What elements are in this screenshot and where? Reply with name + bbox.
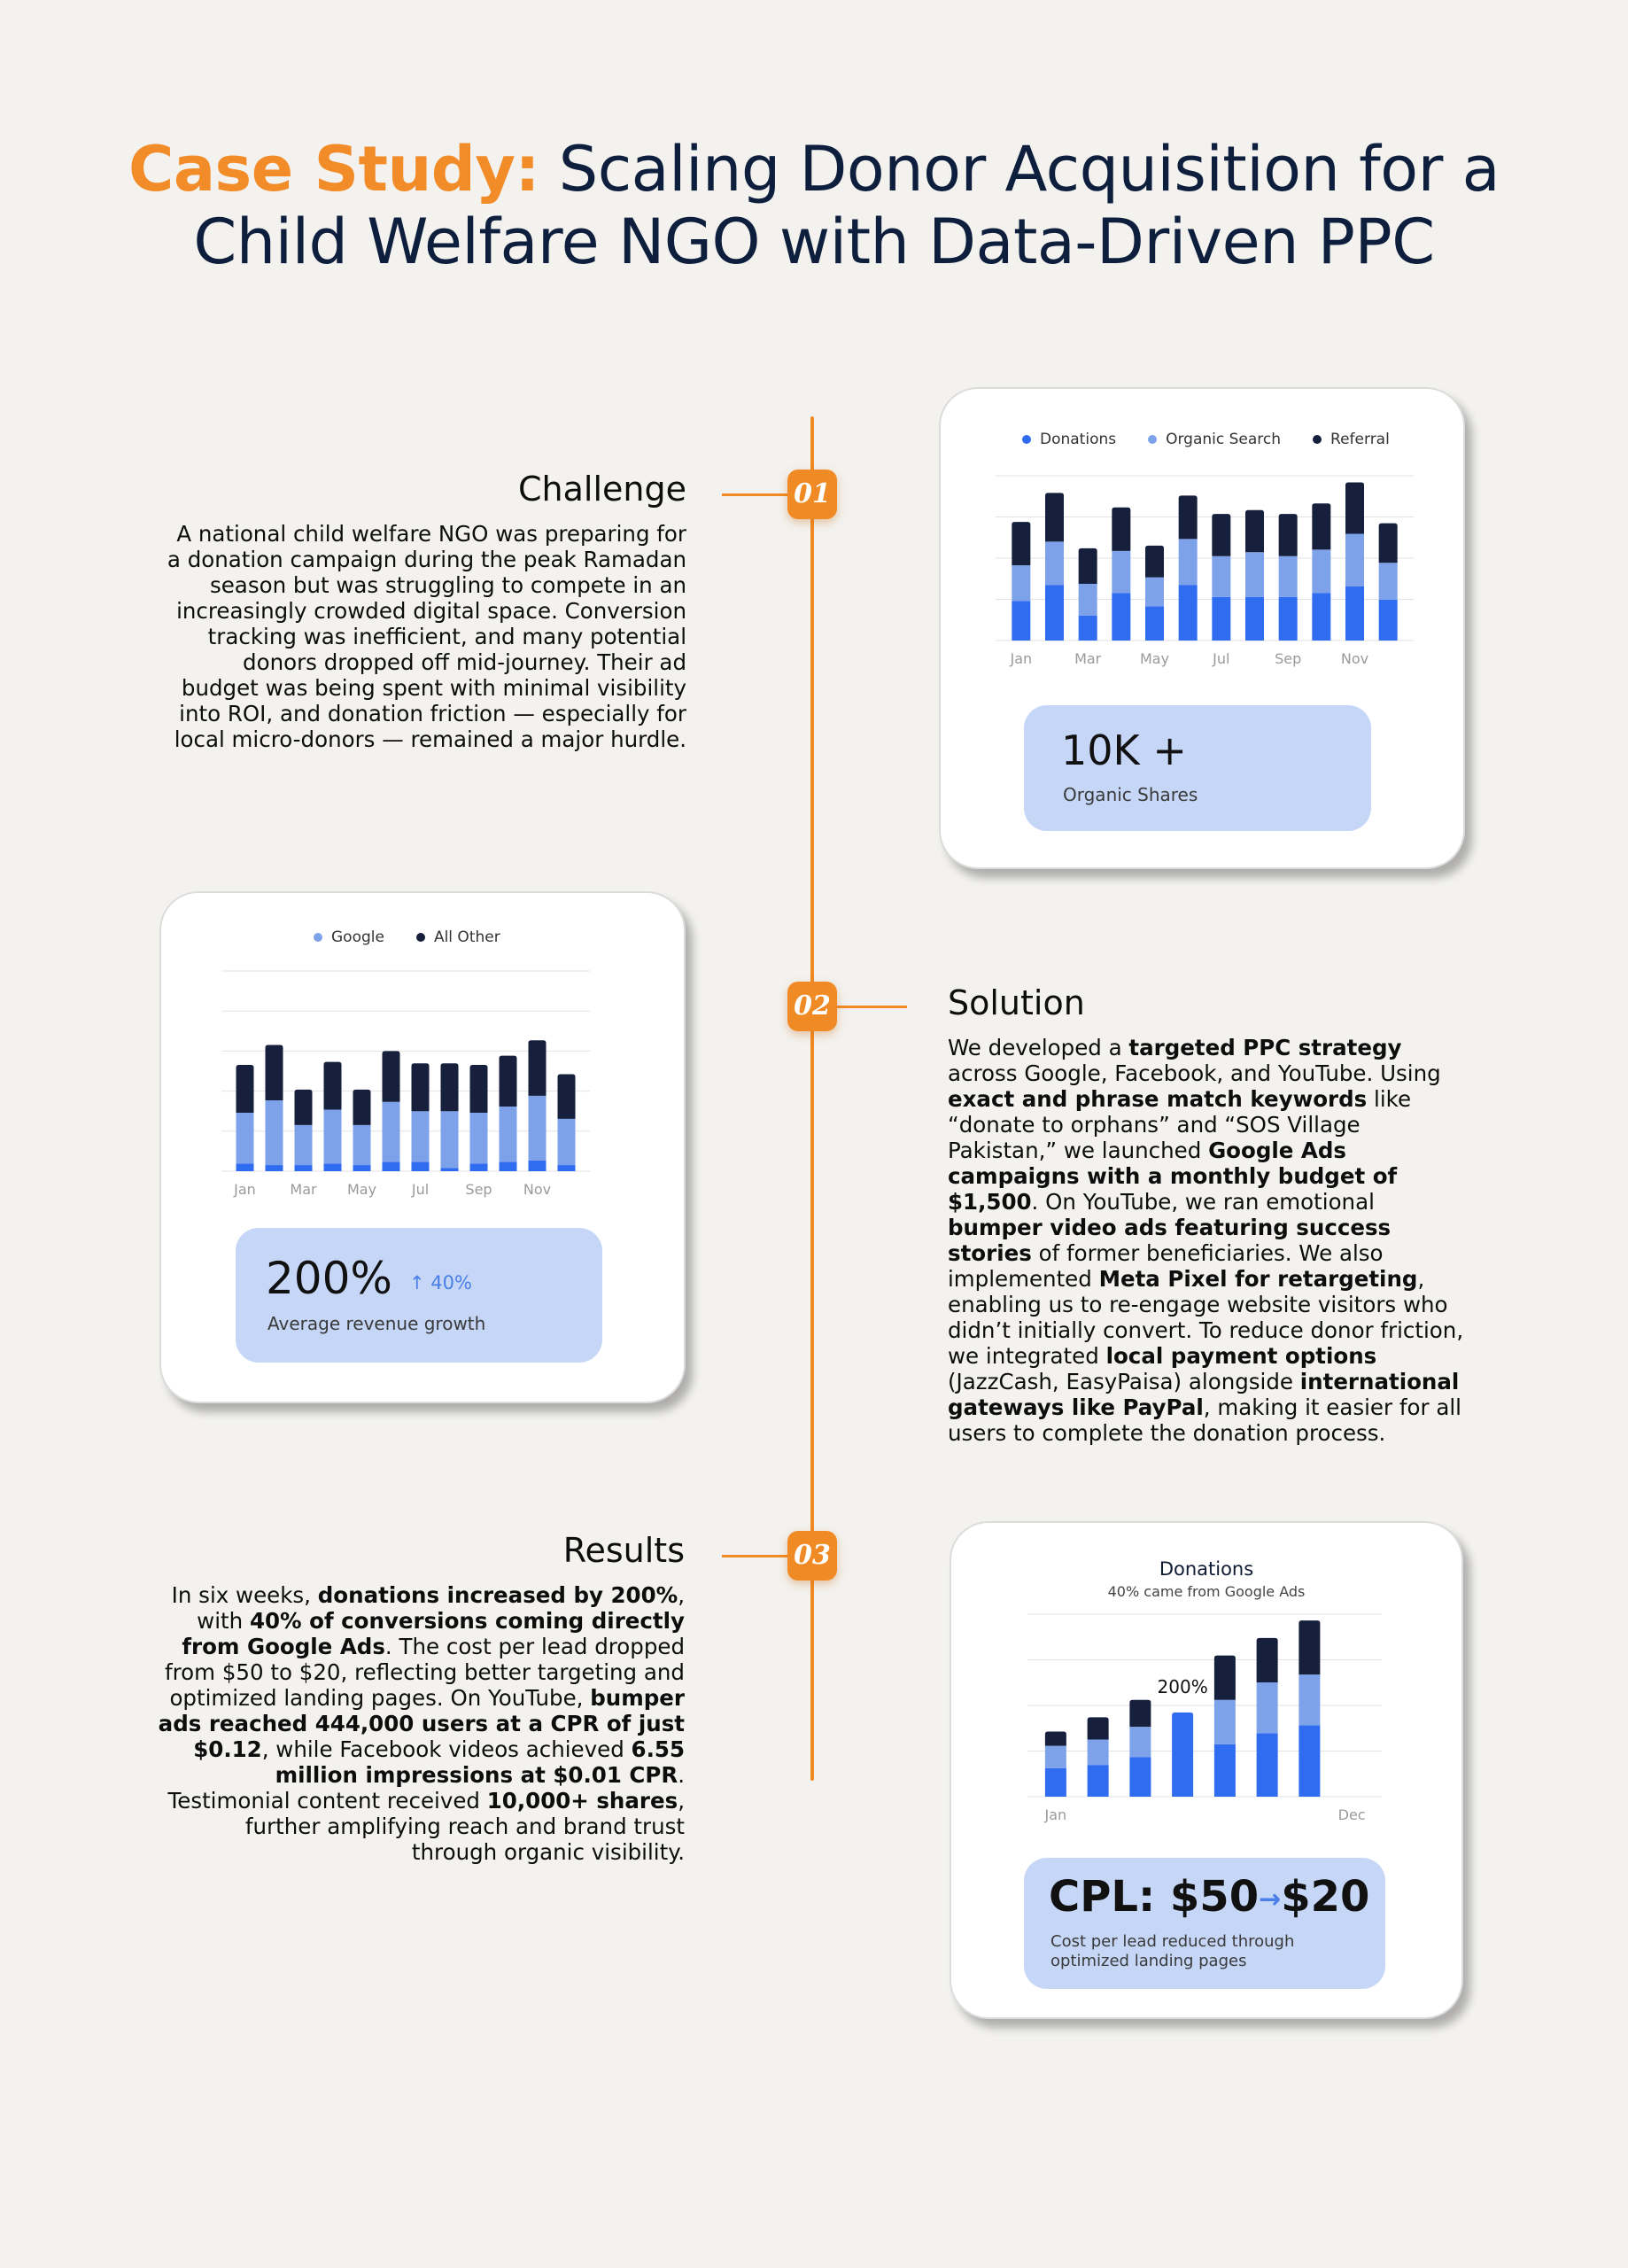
- legend-label: Donations: [1040, 431, 1117, 448]
- body-text: across Google, Facebook, and YouTube. Using: [948, 1060, 1441, 1086]
- chart1-legend: [1022, 431, 1390, 448]
- x-tick-label: Jan: [234, 1181, 256, 1198]
- solution-section: [948, 983, 1475, 1446]
- bar-segment: [1172, 1713, 1193, 1797]
- bar-segment: [1245, 597, 1264, 641]
- body-text: , making it easier for all users to complete the donation process.: [948, 1394, 1461, 1446]
- bar-segment: [1045, 1746, 1066, 1768]
- emphasis-text: international gateways like PayPal: [948, 1369, 1460, 1420]
- bar-segment: [1129, 1700, 1151, 1727]
- x-tick-label: Jan: [1010, 650, 1033, 667]
- bar-segment: [1045, 586, 1064, 641]
- bar-segment: [1112, 508, 1130, 551]
- bar-segment: [266, 1165, 283, 1171]
- bar-segment: [1088, 1717, 1109, 1739]
- bar-segment: [1079, 548, 1097, 584]
- bar-segment: [1012, 601, 1030, 641]
- bar-segment: [383, 1051, 400, 1101]
- bar-segment: [353, 1090, 371, 1125]
- revenue-growth-stat: [236, 1228, 602, 1363]
- bar-segment: [1345, 482, 1364, 533]
- page-title: [0, 133, 1628, 278]
- emphasis-text: 10,000+ shares: [486, 1788, 678, 1814]
- title-line1: Scaling Donor Acquisition for a: [539, 133, 1500, 206]
- bar-segment: [500, 1056, 517, 1107]
- bar-segment: [529, 1096, 547, 1161]
- body-text: . The cost per lead dropped from $50 to $20, reflecting better targeting and optimized landing pages. On YouTube,: [165, 1634, 685, 1711]
- stat-label: Organic Shares: [1063, 784, 1198, 805]
- bar-segment: [470, 1113, 488, 1163]
- x-tick-label: Nov: [1340, 650, 1369, 667]
- bar-segment: [1279, 597, 1298, 641]
- bar-segment: [353, 1165, 371, 1171]
- bar-segment: [1312, 503, 1330, 549]
- bar-segment: [470, 1163, 488, 1171]
- chart1-stacked-bars: [983, 469, 1426, 672]
- bar-segment: [412, 1162, 430, 1171]
- bar-segment: [1214, 1744, 1236, 1797]
- bar-segment: [558, 1165, 576, 1171]
- bar-segment: [441, 1169, 459, 1171]
- bar-segment: [1214, 1700, 1236, 1744]
- bar-segment: [1112, 593, 1130, 641]
- body-text: , while Facebook videos achieved: [261, 1736, 632, 1762]
- solution-title: Solution: [948, 983, 1085, 1022]
- body-text: , enabling us to re-engage website visitors who didn’t initially convert. To reduce donor friction, we integrated: [948, 1266, 1464, 1369]
- bar-segment: [558, 1119, 576, 1165]
- bar-segment: [1257, 1733, 1278, 1797]
- bar-segment: [1279, 514, 1298, 556]
- stat-delta: ↑ 40%: [409, 1272, 472, 1293]
- bar-segment: [1312, 593, 1330, 641]
- bar-segment: [1257, 1682, 1278, 1733]
- bar-segment: [324, 1109, 342, 1163]
- emphasis-text: bumper ads reached 444,000 users at a CPR of just $0.12: [158, 1685, 685, 1762]
- stat-value: 10K +: [1061, 726, 1187, 774]
- bar-annotation: 200%: [1157, 1676, 1208, 1698]
- body-text: . On YouTube, we ran emotional: [1031, 1189, 1375, 1215]
- bar-segment: [295, 1090, 313, 1125]
- bar-segment: [529, 1040, 547, 1096]
- chart2-stacked-bars: [205, 964, 631, 1203]
- legend-item-google: [314, 928, 384, 946]
- bar-segment: [1245, 510, 1264, 553]
- step-badge-03: 03: [787, 1531, 837, 1581]
- challenge-section: [159, 470, 686, 752]
- legend-label: All Other: [433, 928, 500, 946]
- bar-segment: [1145, 578, 1164, 607]
- bar-segment: [266, 1045, 283, 1100]
- bar-segment: [1045, 541, 1064, 585]
- bar-segment: [1179, 586, 1198, 641]
- body-text: (JazzCash, EasyPaisa) alongside: [948, 1369, 1300, 1394]
- legend-item-referral: [1313, 431, 1390, 448]
- solution-body: [948, 1035, 1475, 1446]
- chart2-legend: [314, 928, 500, 946]
- bar-segment: [1279, 556, 1298, 597]
- body-text: of former beneficiaries. We also implemented: [948, 1240, 1384, 1292]
- stat-label: [1050, 1932, 1294, 1971]
- bar-segment: [1045, 493, 1064, 541]
- legend-item-organic-search: [1148, 431, 1281, 448]
- bar-segment: [1088, 1765, 1109, 1797]
- bar-segment: [1129, 1727, 1151, 1757]
- bar-segment: [383, 1102, 400, 1162]
- bar-segment: [1129, 1757, 1151, 1797]
- bar-segment: [236, 1113, 254, 1163]
- emphasis-text: targeted PPC strategy: [1128, 1035, 1402, 1060]
- legend-label: Organic Search: [1166, 431, 1282, 448]
- bar-segment: [1088, 1740, 1109, 1766]
- emphasis-text: donations increased by 200%: [317, 1582, 678, 1608]
- revenue-growth-card: [159, 891, 686, 1403]
- bar-segment: [1245, 552, 1264, 597]
- bar-segment: [500, 1162, 517, 1171]
- legend-label: Referral: [1330, 431, 1390, 448]
- bar-segment: [266, 1100, 283, 1165]
- arrow-icon: →: [1259, 1884, 1282, 1915]
- x-tick-label: Jul: [1213, 650, 1230, 667]
- bar-segment: [1012, 565, 1030, 601]
- emphasis-text: Meta Pixel for retargeting: [1098, 1266, 1418, 1292]
- bar-segment: [1145, 606, 1164, 641]
- stat-label-line1: Cost per lead reduced through: [1050, 1932, 1295, 1951]
- x-tick-label: Mar: [290, 1181, 317, 1198]
- bar-segment: [1179, 539, 1198, 585]
- bar-segment: [1312, 549, 1330, 593]
- x-tick-label: Mar: [1074, 650, 1102, 667]
- bar-segment: [1212, 514, 1230, 556]
- bar-segment: [441, 1111, 459, 1168]
- chart3-stacked-bars: [1027, 1607, 1417, 1829]
- bar-segment: [1299, 1674, 1320, 1725]
- cpl-after: $20: [1281, 1872, 1370, 1922]
- bar-segment: [1299, 1620, 1320, 1674]
- bar-segment: [295, 1125, 313, 1165]
- legend-item-donations: [1022, 431, 1116, 448]
- body-text: , with: [197, 1582, 685, 1634]
- x-tick-label: Sep: [1275, 650, 1302, 667]
- bar-segment: [558, 1074, 576, 1118]
- bar-segment: [1379, 563, 1398, 600]
- bar-segment: [1212, 597, 1230, 641]
- bar-segment: [1212, 556, 1230, 597]
- bar-segment: [1045, 1732, 1066, 1746]
- traffic-sources-card: [939, 387, 1465, 869]
- bar-segment: [1379, 524, 1398, 563]
- bar-segment: [1345, 533, 1364, 586]
- step-badge-02: 02: [787, 982, 837, 1031]
- x-tick-label: Dec: [1337, 1806, 1366, 1823]
- legend-item-all-other: [416, 928, 500, 946]
- bar-segment: [236, 1163, 254, 1171]
- body-text: like “donate to orphans” and “SOS Village Pakistan,” we launched: [948, 1086, 1412, 1163]
- legend-label: Google: [331, 928, 384, 946]
- emphasis-text: 6.55 million impressions at $0.01 CPR: [275, 1736, 685, 1788]
- cpl-before: CPL: $50: [1049, 1872, 1260, 1922]
- bar-segment: [353, 1125, 371, 1165]
- emphasis-text: 40% of conversions coming directly from Google Ads: [182, 1608, 685, 1659]
- bar-segment: [412, 1063, 430, 1111]
- chart3-subtitle: 40% came from Google Ads: [1107, 1583, 1306, 1600]
- bar-segment: [529, 1161, 547, 1171]
- x-tick-label: Nov: [523, 1181, 552, 1198]
- results-section: [155, 1531, 685, 1865]
- results-body: [155, 1582, 685, 1865]
- bar-segment: [383, 1162, 400, 1171]
- bar-segment: [470, 1065, 488, 1113]
- x-tick-label: Sep: [465, 1181, 492, 1198]
- body-text: We developed a: [948, 1035, 1129, 1060]
- x-tick-label: May: [1139, 650, 1170, 667]
- stat-value: [1049, 1872, 1369, 1922]
- stat-value: 200%: [266, 1253, 392, 1304]
- chart3-title: Donations: [1159, 1558, 1254, 1580]
- bar-segment: [1079, 584, 1097, 616]
- title-line2: Child Welfare NGO with Data-Driven PPC: [193, 206, 1435, 278]
- emphasis-text: local payment options: [1105, 1343, 1377, 1369]
- title-highlight: Case Study:: [128, 133, 540, 206]
- challenge-body: A national child welfare NGO was preparing for a donation campaign during the peak Ramadan season but was struggling to compete in an increasingly crowded digital space. Conversion tracking was inefficient, and many potential donors dropped off mid-journey. Their ad budget was being spent with minimal visibility into ROI, and donation friction — especially for local micro-donors — remained a major hurdle.: [167, 521, 686, 752]
- bar-segment: [1179, 495, 1198, 539]
- cpl-stat: [1024, 1858, 1385, 1989]
- body-text: In six weeks,: [171, 1582, 318, 1608]
- emphasis-text: exact and phrase match keywords: [948, 1086, 1368, 1112]
- x-tick-label: Jul: [411, 1181, 430, 1198]
- results-title: Results: [562, 1531, 685, 1570]
- bar-segment: [1112, 551, 1130, 594]
- bar-segment: [1299, 1725, 1320, 1797]
- x-tick-label: May: [346, 1181, 377, 1198]
- bar-segment: [324, 1062, 342, 1110]
- emphasis-text: Google Ads campaigns with a monthly budget of $1,500: [948, 1138, 1398, 1215]
- bar-segment: [324, 1163, 342, 1171]
- step-badge-01: 01: [787, 470, 837, 519]
- bar-segment: [1257, 1638, 1278, 1682]
- bar-segment: [500, 1107, 517, 1162]
- emphasis-text: bumper video ads featuring success stories: [948, 1215, 1392, 1266]
- bar-segment: [1379, 600, 1398, 641]
- bar-segment: [236, 1065, 254, 1113]
- bar-segment: [295, 1165, 313, 1171]
- bar-segment: [1012, 522, 1030, 565]
- bar-segment: [1045, 1768, 1066, 1797]
- challenge-title: Challenge: [518, 470, 686, 509]
- bar-segment: [1214, 1656, 1236, 1700]
- x-tick-label: Jan: [1044, 1806, 1067, 1823]
- bar-segment: [1345, 586, 1364, 641]
- bar-segment: [1145, 546, 1164, 578]
- body-text: , further amplifying reach and brand trust through organic visibility.: [244, 1788, 685, 1865]
- stat-label-line2: optimized landing pages: [1050, 1952, 1247, 1970]
- bar-segment: [441, 1063, 459, 1111]
- body-text: . Testimonial content received: [167, 1762, 685, 1814]
- organic-shares-stat: [1024, 705, 1371, 831]
- bar-segment: [1079, 616, 1097, 641]
- stat-label: Average revenue growth: [267, 1313, 486, 1334]
- donations-card: [950, 1521, 1463, 2019]
- bar-segment: [412, 1111, 430, 1161]
